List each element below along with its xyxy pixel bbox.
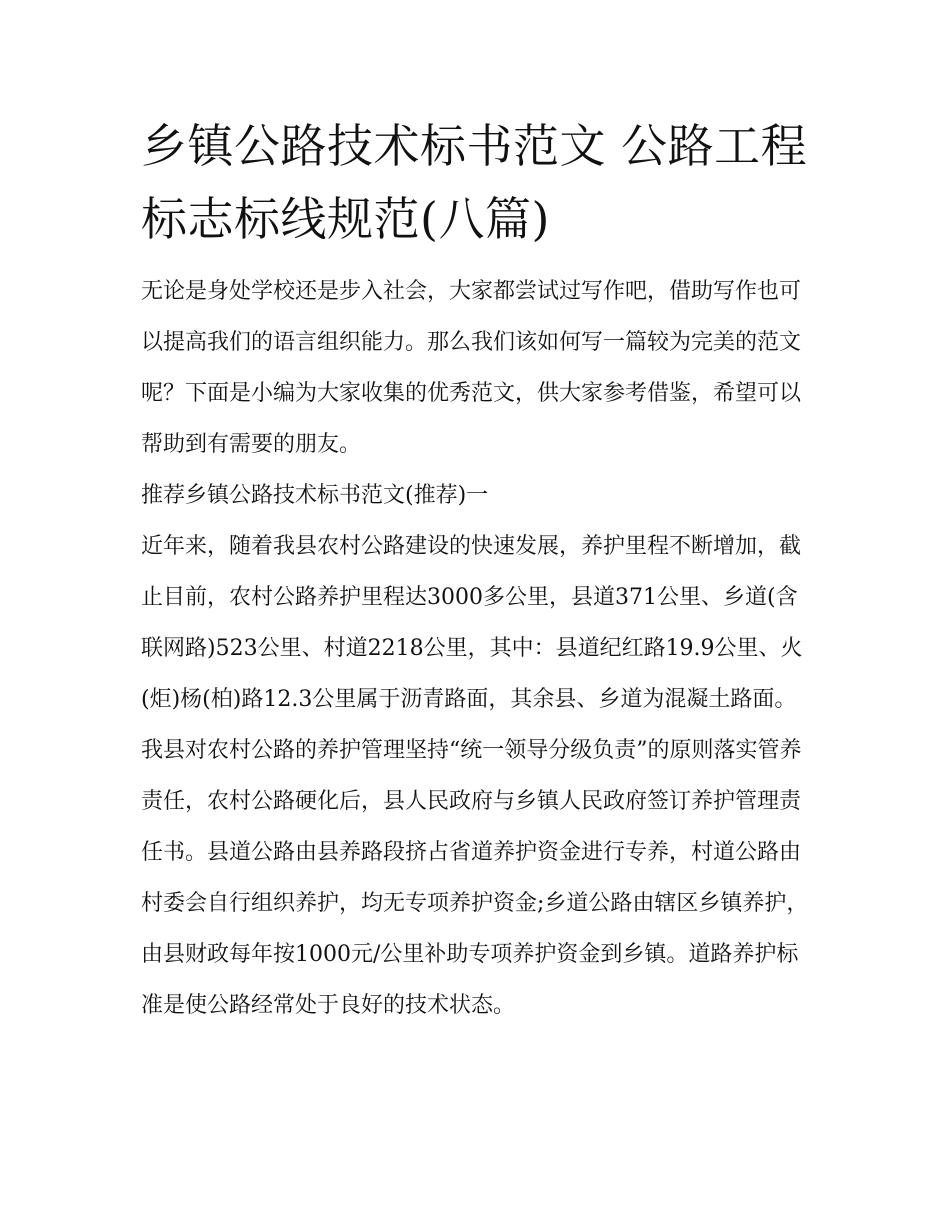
body-paragraph: 近年来，随着我县农村公路建设的快速发展，养护里程不断增加，截止目前，农村公路养护里程达3000多公里，县道371公里、乡道(含联网路)523公里、村道2218公里，其中：县道纪红路19.9公里、火(炬)杨(柏)路12.3公里属于沥青路面，其余县、乡道为混凝土路面。我县对农村公路的养护管理坚持“统一领导分级负责”的原则落实管养责任，农村公路硬化后，县人民政府与乡镇人民政府签订养护管理责任书。县道公路由县养路段挤占省道养护资金进行专养，村道公路由村委会自行组织养护，均无专项养护资金;乡道公路由辖区乡镇养护，由县财政每年按1000元/公里补助专项养护资金到乡镇。道路养护标准是使公路经常处于良好的技术状态。 xyxy=(141,534,809,1018)
document-title: 乡镇公路技术标书范文 公路工程标志标线规范(八篇) xyxy=(141,119,808,246)
intro-paragraph: 无论是身处学校还是步入社会，大家都尝试过写作吧，借助写作也可以提高我们的语言组织能力。那么我们该如何写一篇较为完美的范文呢？下面是小编为大家收集的优秀范文，供大家参考借鉴，希望可以帮助到有需要的朋友。 xyxy=(141,279,802,457)
section-heading: 推荐乡镇公路技术标书范文(推荐)一 xyxy=(141,483,489,508)
document-page xyxy=(141,110,816,1031)
